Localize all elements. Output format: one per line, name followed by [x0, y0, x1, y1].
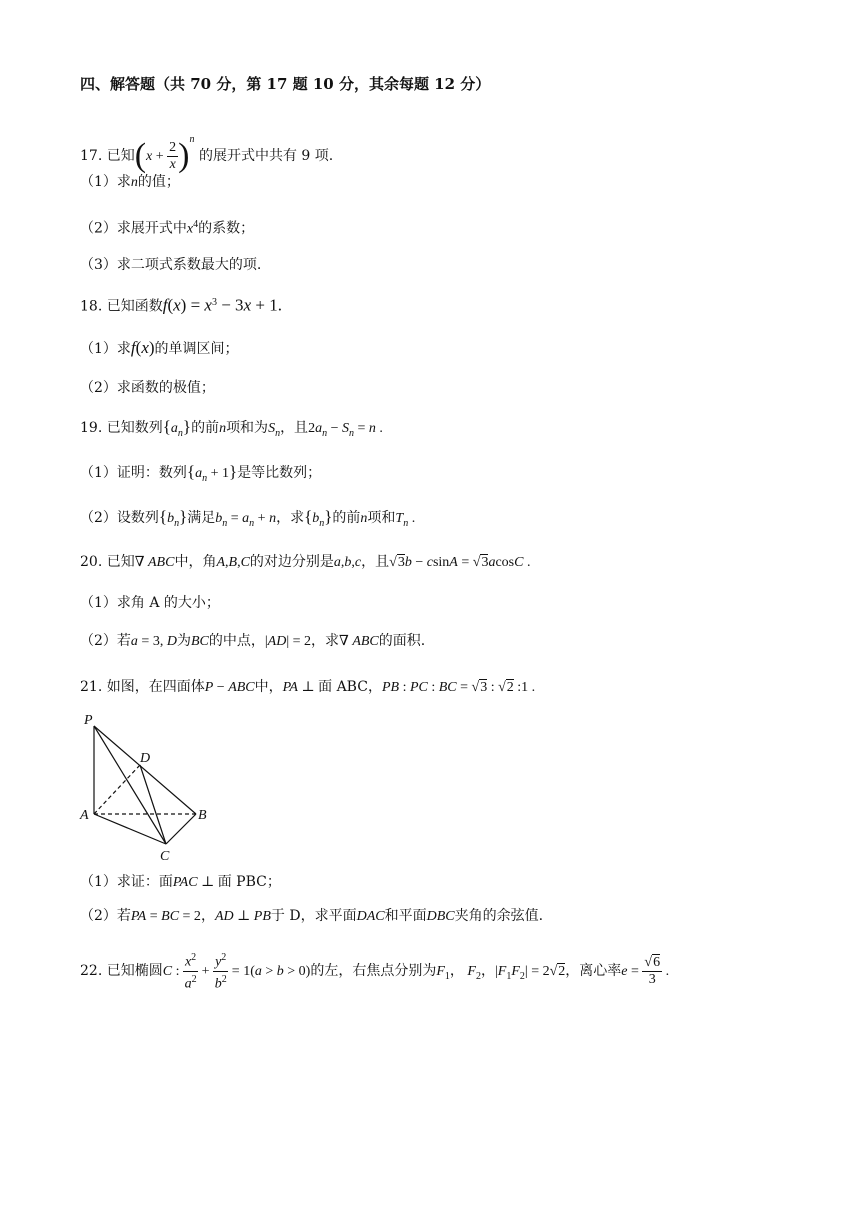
- question-21: 21. 如图，在四面体P − ABC中，PA ⊥ 面 ABC，PB : PC : BC = √3 : √2 :1 .: [80, 679, 536, 695]
- q20-part-2: （2）若a = 3, D为BC的中点，|AD| = 2，求∇ ABC的面积.: [80, 633, 426, 649]
- question-20: 20. 已知∇ ABC中，角A,B,C的对边分别是a,b,c，且√3b − csinA = √3acosC .: [80, 554, 531, 570]
- q21-part-1: （1）求证：面PAC ⊥ 面 PBC；: [80, 874, 281, 890]
- fig-label-d: D: [140, 751, 151, 766]
- q17-part-2: （2）求展开式中$x^4$的系数；: [80, 219, 255, 237]
- q21-part-2: （2）若PA = BC = 2，AD ⊥ PB于 D，求平面DAC和平面DBC夹角的余弦值.: [80, 908, 544, 924]
- q19-part-1: （1）证明：数列$\{a_n + 1\}$是等比数列；: [80, 462, 322, 484]
- question-19: 19. 已知数列$\{a_n\}$的前n项和为$S_n$，且$2a_n - S_n = n$ .: [80, 417, 383, 439]
- q20-part-1: （1）求角 A 的大小；: [80, 595, 220, 611]
- q18-part-1: （1）求f(x)的单调区间；: [80, 338, 239, 357]
- q17-part-1: （1）求n的值；: [80, 174, 180, 190]
- fig-label-c: C: [160, 849, 170, 864]
- fig-label-p: P: [84, 713, 93, 728]
- q17-part-3: （3）求二项式系数最大的项.: [80, 257, 262, 273]
- question-18: 18. 已知函数$f(x) = x^3 - 3x + 1$.: [80, 295, 282, 315]
- q19-part-2: （2）设数列$\{b_n\}$满足$b_n = a_n + n$，求$\{b_n\}$的前n项和$T_n$ .: [80, 507, 416, 529]
- tetrahedron-figure: [78, 708, 218, 868]
- fig-label-a: A: [80, 808, 89, 823]
- q18-part-2: （2）求函数的极值；: [80, 380, 215, 396]
- question-17: 17. 已知(x + $\frac{2}{x}$ )$^n$ 的展开式中共有 9 项.: [80, 134, 334, 174]
- section-heading: 四、解答题（共 70 分，第 17 题 10 分，其余每题 12 分）: [80, 75, 491, 93]
- fig-label-b: B: [198, 808, 207, 823]
- question-22: 22. 已知椭圆C : $\frac{x^2}{a^2}$ + $\frac{y^2}{b^2}$ = 1(a > b > 0)的左，右焦点分别为$F_1$， $F_2$，$|F_1F_2| = 2√2$，离心率e = $\frac{√6}{3}$ .: [80, 952, 670, 992]
